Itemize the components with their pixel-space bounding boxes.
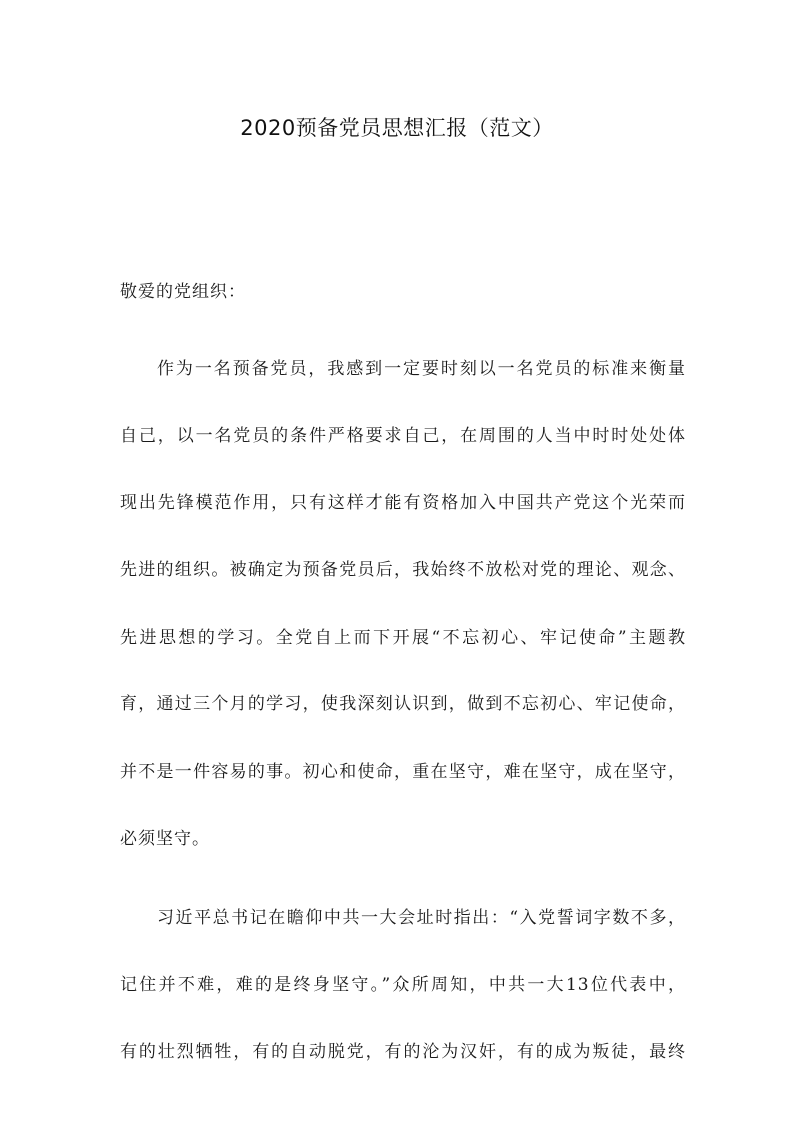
paragraph-1-line-7: 并不是一件容易的事。初心和使命，重在坚守，难在坚守，成在坚守， bbox=[120, 762, 686, 782]
paragraph-1-line-2: 自己，以一名党员的条件严格要求自己，在周围的人当中时时处处体 bbox=[120, 426, 686, 446]
paragraph-1-line-8: 必须坚守。 bbox=[120, 829, 210, 849]
salutation: 敬爱的党组织： bbox=[120, 282, 246, 302]
paragraph-1-line-5: 先进思想的学习。全党自上而下开展“不忘初心、牢记使命”主题教 bbox=[120, 628, 686, 648]
paragraph-1-line-6: 育，通过三个月的学习，使我深刻认识到，做到不忘初心、牢记使命， bbox=[120, 694, 686, 714]
document-title: 2020预备党员思想汇报（范文） bbox=[240, 116, 554, 140]
paragraph-2-line-1: 习近平总书记在瞻仰中共一大会址时指出：“入党誓词字数不多， bbox=[157, 908, 686, 928]
paragraph-2-line-3: 有的壮烈牺牲，有的自动脱党，有的沦为汉奸，有的成为叛徒，最终 bbox=[120, 1042, 686, 1062]
paragraph-1-line-1: 作为一名预备党员，我感到一定要时刻以一名党员的标准来衡量 bbox=[157, 359, 686, 379]
paragraph-1-line-3: 现出先锋模范作用，只有这样才能有资格加入中国共产党这个光荣而 bbox=[120, 493, 686, 513]
paragraph-1-line-4: 先进的组织。被确定为预备党员后，我始终不放松对党的理论、观念、 bbox=[120, 560, 686, 580]
paragraph-2-line-2: 记住并不难，难的是终身坚守。”众所周知，中共一大13位代表中， bbox=[120, 975, 686, 995]
